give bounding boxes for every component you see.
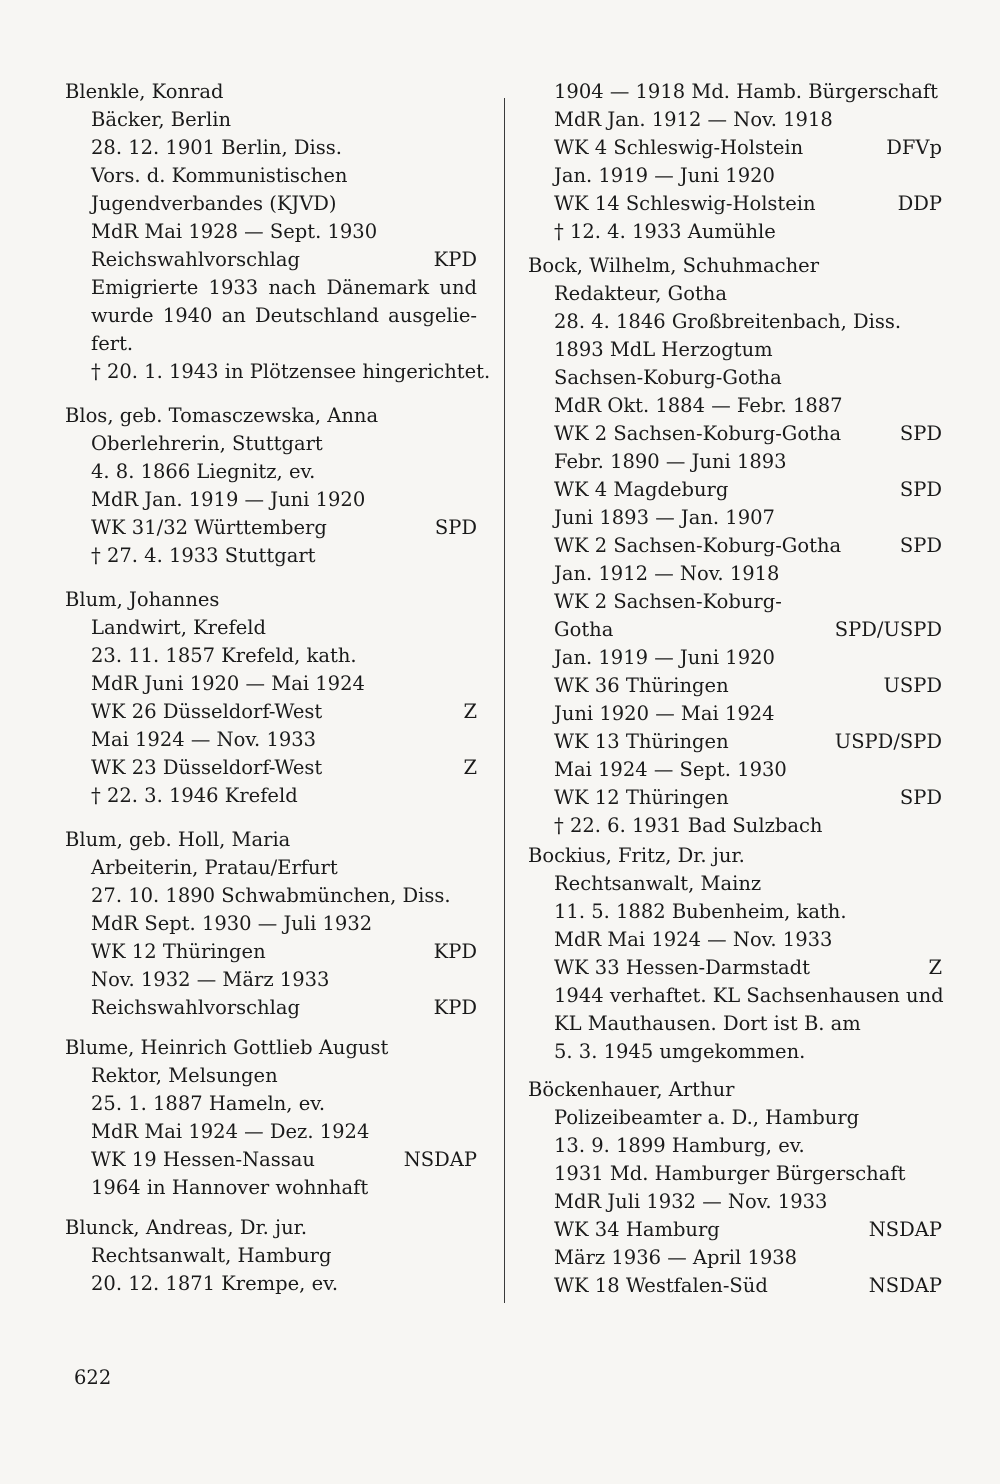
line-text: Bock, Wilhelm, Schuhmacher bbox=[528, 254, 820, 277]
entry-line bbox=[65, 1062, 477, 1090]
entry-line bbox=[528, 728, 942, 756]
entry-heading bbox=[65, 78, 477, 106]
entry-line bbox=[65, 134, 477, 162]
entry-line bbox=[65, 1270, 477, 1298]
entry-line bbox=[65, 486, 477, 514]
line-text: 1944 verhaftet. KL Sachsenhausen und bbox=[554, 984, 944, 1007]
line-text: WK 12 Thüringen bbox=[91, 940, 266, 963]
line-text: Nov. 1932 — März 1933 bbox=[91, 968, 330, 991]
line-text: 27. 10. 1890 Schwabmünchen, Diss. bbox=[91, 884, 451, 907]
line-text: Arbeiterin, Pratau/Erfurt bbox=[91, 856, 338, 879]
line-text: Febr. 1890 — Juni 1893 bbox=[554, 450, 787, 473]
line-text: MdR Juli 1932 — Nov. 1933 bbox=[554, 1190, 828, 1213]
line-text: Blenkle, Konrad bbox=[65, 80, 224, 103]
entry-line bbox=[65, 726, 477, 754]
line-text: Blos, geb. Tomasczewska, Anna bbox=[65, 404, 379, 427]
entry-line bbox=[65, 458, 477, 486]
entry-line bbox=[528, 1160, 942, 1188]
entry-line bbox=[528, 308, 942, 336]
entry-line bbox=[65, 302, 477, 330]
line-text: 25. 1. 1887 Hameln, ev. bbox=[91, 1092, 326, 1115]
entry-line bbox=[528, 420, 942, 448]
party-label: NSDAP bbox=[868, 1274, 942, 1297]
party-label: SPD bbox=[434, 516, 477, 539]
line-text: WK 14 Schleswig-Holstein bbox=[554, 192, 816, 215]
line-text: Vors. d. Kommunistischen bbox=[91, 164, 348, 187]
entry-line bbox=[528, 336, 942, 364]
entry-line bbox=[528, 106, 942, 134]
line-text: Mai 1924 — Sept. 1930 bbox=[554, 758, 787, 781]
entry-line bbox=[528, 162, 942, 190]
entry-line bbox=[528, 134, 942, 162]
line-text: 20. 12. 1871 Krempe, ev. bbox=[91, 1272, 339, 1295]
line-text: Rektor, Melsungen bbox=[91, 1064, 278, 1087]
line-text: MdR Jan. 1912 — Nov. 1918 bbox=[554, 108, 833, 131]
line-text: Blume, Heinrich Gottlieb August bbox=[65, 1036, 389, 1059]
line-text: WK 12 Thüringen bbox=[554, 786, 729, 809]
line-text: Reichswahlvorschlag bbox=[91, 996, 300, 1019]
line-text: 1964 in Hannover wohnhaft bbox=[91, 1176, 369, 1199]
line-text: wurde 1940 an Deutschland ausgelie- bbox=[91, 304, 477, 327]
entry-line bbox=[65, 994, 477, 1022]
entry-line bbox=[528, 870, 942, 898]
entry-line bbox=[65, 614, 477, 642]
entry-line bbox=[65, 698, 477, 726]
party-label: NSDAP bbox=[403, 1148, 477, 1171]
line-text: WK 2 Sachsen-Koburg-Gotha bbox=[554, 534, 842, 557]
entry-line bbox=[528, 392, 942, 420]
line-text: WK 23 Düsseldorf-West bbox=[91, 756, 323, 779]
line-text: MdR Jan. 1919 — Juni 1920 bbox=[91, 488, 366, 511]
entry-line bbox=[65, 1174, 477, 1202]
line-text: Blunck, Andreas, Dr. jur. bbox=[65, 1216, 308, 1239]
entry-line bbox=[65, 670, 477, 698]
party-label: DDP bbox=[897, 192, 942, 215]
party-label: KPD bbox=[433, 996, 477, 1019]
line-text: WK 36 Thüringen bbox=[554, 674, 729, 697]
line-text: MdR Sept. 1930 — Juli 1932 bbox=[91, 912, 373, 935]
entry-heading bbox=[528, 842, 942, 870]
entry-line bbox=[528, 926, 942, 954]
column-divider bbox=[504, 98, 505, 1303]
entry-line bbox=[65, 1146, 477, 1174]
line-text: Bäcker, Berlin bbox=[91, 108, 232, 131]
entry-line bbox=[528, 448, 942, 476]
line-text: Juni 1893 — Jan. 1907 bbox=[554, 506, 775, 529]
line-text: WK 4 Magdeburg bbox=[554, 478, 729, 501]
entry-line bbox=[65, 358, 491, 386]
line-text: März 1936 — April 1938 bbox=[554, 1246, 798, 1269]
entry-line bbox=[528, 982, 942, 1010]
entry-line bbox=[65, 274, 477, 302]
line-text: WK 2 Sachsen-Koburg-Gotha bbox=[554, 422, 842, 445]
line-text: † 22. 3. 1946 Krefeld bbox=[91, 784, 298, 807]
party-label: SPD bbox=[899, 478, 942, 501]
line-text: Polizeibeamter a. D., Hamburg bbox=[554, 1106, 860, 1129]
page-number: 622 bbox=[74, 1366, 112, 1389]
entry-line bbox=[528, 588, 942, 616]
party-label: Z bbox=[463, 700, 477, 723]
entry-line bbox=[65, 542, 477, 570]
party-label: Z bbox=[928, 956, 942, 979]
party-label: SPD/USPD bbox=[834, 618, 942, 641]
entry-line bbox=[65, 106, 477, 134]
entry-line bbox=[528, 1216, 942, 1244]
line-text: Rechtsanwalt, Hamburg bbox=[91, 1244, 332, 1267]
line-text: 5. 3. 1945 umgekommen. bbox=[554, 1040, 806, 1063]
party-label: USPD/SPD bbox=[834, 730, 942, 753]
entry-line bbox=[65, 1090, 477, 1118]
party-label: SPD bbox=[899, 786, 942, 809]
line-text: Oberlehrerin, Stuttgart bbox=[91, 432, 323, 455]
party-label: KPD bbox=[433, 940, 477, 963]
line-text: MdR Okt. 1884 — Febr. 1887 bbox=[554, 394, 843, 417]
entry-line bbox=[528, 672, 942, 700]
entry-line bbox=[65, 1118, 477, 1146]
entry-line bbox=[528, 1272, 942, 1300]
entry-heading bbox=[65, 586, 477, 614]
entry-line bbox=[528, 616, 942, 644]
entry-line bbox=[528, 700, 942, 728]
line-text: WK 26 Düsseldorf-West bbox=[91, 700, 323, 723]
line-text: fert. bbox=[91, 332, 134, 355]
entry-line bbox=[528, 1188, 942, 1216]
entry-line bbox=[528, 954, 942, 982]
entry-line bbox=[528, 364, 942, 392]
entry-line bbox=[528, 532, 942, 560]
entry-heading bbox=[528, 252, 942, 280]
entry-line bbox=[65, 218, 477, 246]
entry-line bbox=[528, 898, 942, 926]
entry-line bbox=[528, 504, 942, 532]
line-text: † 20. 1. 1943 in Plötzensee hingerichtet. bbox=[91, 360, 491, 383]
entry-line bbox=[528, 218, 942, 246]
entry-line bbox=[528, 756, 942, 784]
entry-line bbox=[65, 910, 477, 938]
line-text: Juni 1920 — Mai 1924 bbox=[554, 702, 775, 725]
line-text: Jan. 1912 — Nov. 1918 bbox=[554, 562, 780, 585]
party-label: SPD bbox=[899, 422, 942, 445]
line-text: KL Mauthausen. Dort ist B. am bbox=[554, 1012, 861, 1035]
entry-line bbox=[65, 782, 477, 810]
line-text: 1893 MdL Herzogtum bbox=[554, 338, 773, 361]
line-text: MdR Mai 1928 — Sept. 1930 bbox=[91, 220, 378, 243]
line-text: 11. 5. 1882 Bubenheim, kath. bbox=[554, 900, 847, 923]
entry-line bbox=[65, 1242, 477, 1270]
line-text: WK 13 Thüringen bbox=[554, 730, 729, 753]
line-text: Gotha bbox=[554, 618, 614, 641]
line-text: † 22. 6. 1931 Bad Sulzbach bbox=[554, 814, 823, 837]
entry-heading bbox=[65, 1214, 477, 1242]
entry-line bbox=[65, 162, 477, 190]
line-text: Redakteur, Gotha bbox=[554, 282, 727, 305]
entry-heading bbox=[65, 402, 477, 430]
entry-line bbox=[528, 1132, 942, 1160]
line-text: WK 2 Sachsen-Koburg- bbox=[554, 590, 782, 613]
party-label: KPD bbox=[433, 248, 477, 271]
entry-line bbox=[528, 78, 942, 106]
entry-line bbox=[528, 1104, 942, 1132]
party-label: Z bbox=[463, 756, 477, 779]
line-text: MdR Mai 1924 — Nov. 1933 bbox=[554, 928, 833, 951]
entry-line bbox=[528, 812, 942, 840]
entry-heading bbox=[65, 1034, 477, 1062]
line-text: Blum, Johannes bbox=[65, 588, 220, 611]
entry-line bbox=[65, 514, 477, 542]
line-text: 28. 4. 1846 Großbreitenbach, Diss. bbox=[554, 310, 902, 333]
line-text: † 12. 4. 1933 Aumühle bbox=[554, 220, 776, 243]
entry-line bbox=[528, 476, 942, 504]
entry-line bbox=[65, 854, 477, 882]
line-text: WK 4 Schleswig-Holstein bbox=[554, 136, 804, 159]
entry-line bbox=[65, 430, 477, 458]
line-text: MdR Mai 1924 — Dez. 1924 bbox=[91, 1120, 370, 1143]
entry-line bbox=[528, 1244, 942, 1272]
entry-line bbox=[528, 560, 942, 588]
line-text: Jugendverbandes (KJVD) bbox=[91, 192, 337, 215]
entry-line bbox=[528, 280, 942, 308]
entry-heading bbox=[65, 826, 477, 854]
party-label: SPD bbox=[899, 534, 942, 557]
entry-line bbox=[65, 882, 477, 910]
line-text: 1931 Md. Hamburger Bürgerschaft bbox=[554, 1162, 906, 1185]
line-text: MdR Juni 1920 — Mai 1924 bbox=[91, 672, 365, 695]
line-text: 28. 12. 1901 Berlin, Diss. bbox=[91, 136, 342, 159]
entry-line bbox=[65, 754, 477, 782]
entry-heading bbox=[528, 1076, 942, 1104]
line-text: Jan. 1919 — Juni 1920 bbox=[554, 164, 775, 187]
line-text: 1904 — 1918 Md. Hamb. Bürgerschaft bbox=[554, 80, 938, 103]
line-text: Böckenhauer, Arthur bbox=[528, 1078, 735, 1101]
line-text: 13. 9. 1899 Hamburg, ev. bbox=[554, 1134, 805, 1157]
line-text: WK 34 Hamburg bbox=[554, 1218, 720, 1241]
entry-line bbox=[528, 1038, 942, 1066]
entry-line bbox=[528, 1010, 942, 1038]
line-text: WK 18 Westfalen-Süd bbox=[554, 1274, 768, 1297]
entry-line bbox=[65, 330, 477, 358]
entry-line bbox=[65, 938, 477, 966]
entry-line bbox=[65, 966, 477, 994]
entry-line bbox=[528, 784, 942, 812]
line-text: Mai 1924 — Nov. 1933 bbox=[91, 728, 317, 751]
line-text: Emigrierte 1933 nach Dänemark und bbox=[91, 276, 477, 299]
line-text: Landwirt, Krefeld bbox=[91, 616, 267, 639]
line-text: WK 31/32 Württemberg bbox=[91, 516, 327, 539]
party-label: USPD bbox=[883, 674, 942, 697]
party-label: DFVp bbox=[886, 136, 942, 159]
party-label: NSDAP bbox=[868, 1218, 942, 1241]
entry-line bbox=[528, 190, 942, 218]
line-text: 23. 11. 1857 Krefeld, kath. bbox=[91, 644, 357, 667]
entry-line bbox=[65, 190, 477, 218]
entry-line bbox=[528, 644, 942, 672]
line-text: Rechtsanwalt, Mainz bbox=[554, 872, 762, 895]
line-text: † 27. 4. 1933 Stuttgart bbox=[91, 544, 316, 567]
entry-line bbox=[65, 246, 477, 274]
line-text: Sachsen-Koburg-Gotha bbox=[554, 366, 782, 389]
line-text: Jan. 1919 — Juni 1920 bbox=[554, 646, 775, 669]
line-text: WK 33 Hessen-Darmstadt bbox=[554, 956, 810, 979]
line-text: Reichswahlvorschlag bbox=[91, 248, 300, 271]
line-text: 4. 8. 1866 Liegnitz, ev. bbox=[91, 460, 316, 483]
line-text: Bockius, Fritz, Dr. jur. bbox=[528, 844, 745, 867]
line-text: WK 19 Hessen-Nassau bbox=[91, 1148, 315, 1171]
entry-line bbox=[65, 642, 477, 670]
line-text: Blum, geb. Holl, Maria bbox=[65, 828, 291, 851]
